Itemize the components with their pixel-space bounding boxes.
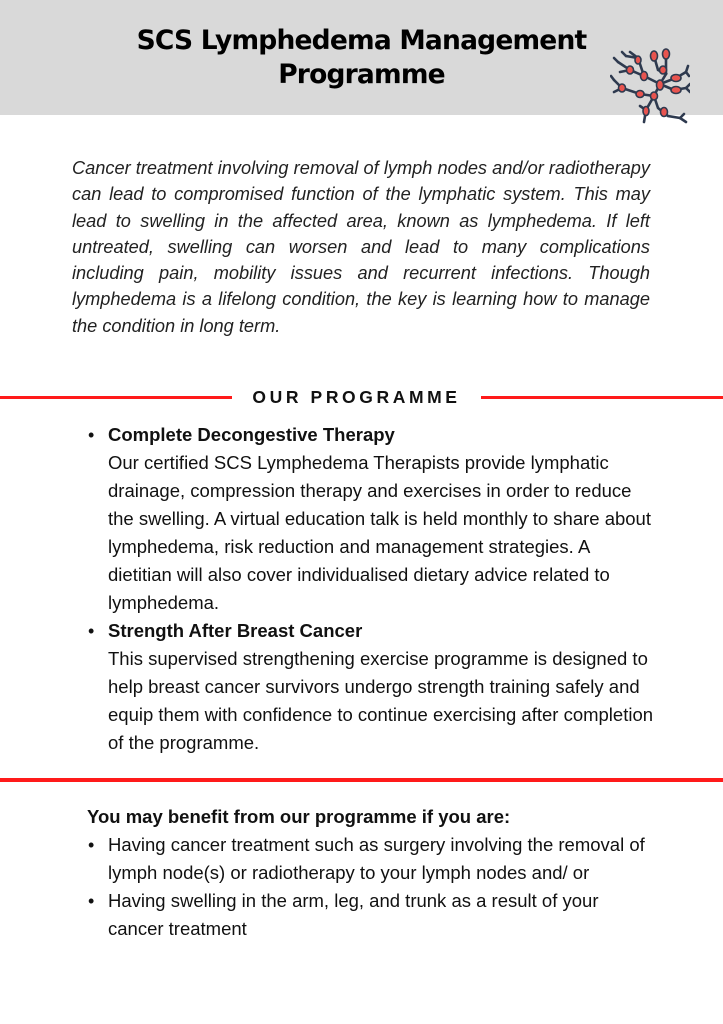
programme-item-description: Our certified SCS Lymphedema Therapists provide lymphatic drainage, compression therapy and exercises in order to reduce the swelling. A virtual education talk is held monthly to share about lymphedema, risk reduction and management strategies. A dietitian will also cover individualised dietary advice related to lymphedema. (108, 452, 651, 613)
lymphatic-system-icon (610, 48, 690, 126)
page-title-line-2: Programme (278, 59, 445, 90)
benefit-heading: You may benefit from our programme if you are: (87, 806, 511, 827)
benefit-item-text: Having cancer treatment such as surgery involving the removal of lymph node(s) or radiotherapy to your lymph nodes and/ or (108, 834, 645, 883)
programme-item (88, 421, 658, 617)
programme-item (88, 617, 658, 757)
bullet-icon: • (88, 425, 95, 445)
section-divider-our-programme (0, 384, 723, 412)
intro-paragraph: Cancer treatment involving removal of lymph nodes and/or radiotherapy can lead to compromised function of the lymphatic system. This may lead to swelling in the affected area, known as lymphedema. If left untreated, swelling can worsen and lead to many complications including pain, mobility issues and recurrent infections. Though lymphedema is a lifelong condition, the key is learning how to manage the condition in long term. (72, 158, 650, 336)
benefit-item (88, 887, 648, 943)
divider-line-right (481, 396, 723, 399)
benefit-item (88, 831, 648, 887)
programme-item-title: Strength After Breast Cancer (108, 620, 363, 641)
benefit-item-text: Having swelling in the arm, leg, and trunk as a result of your cancer treatment (108, 890, 599, 939)
programme-item-title: Complete Decongestive Therapy (108, 424, 395, 445)
section-divider-line (0, 778, 723, 782)
divider-line-left (0, 396, 232, 399)
section-heading-our-programme: OUR PROGRAMME (252, 387, 461, 407)
bullet-icon: • (88, 891, 95, 911)
page-title-line-1: SCS Lymphedema Management (136, 25, 587, 56)
bullet-icon: • (88, 621, 95, 641)
programme-list (88, 421, 658, 757)
benefit-list (88, 831, 648, 943)
header-banner (0, 0, 723, 115)
bullet-icon: • (88, 835, 95, 855)
programme-item-description: This supervised strengthening exercise programme is designed to help breast cancer survivors undergo strength training safely and equip them with confidence to continue exercising after completion of the programme. (108, 648, 654, 753)
